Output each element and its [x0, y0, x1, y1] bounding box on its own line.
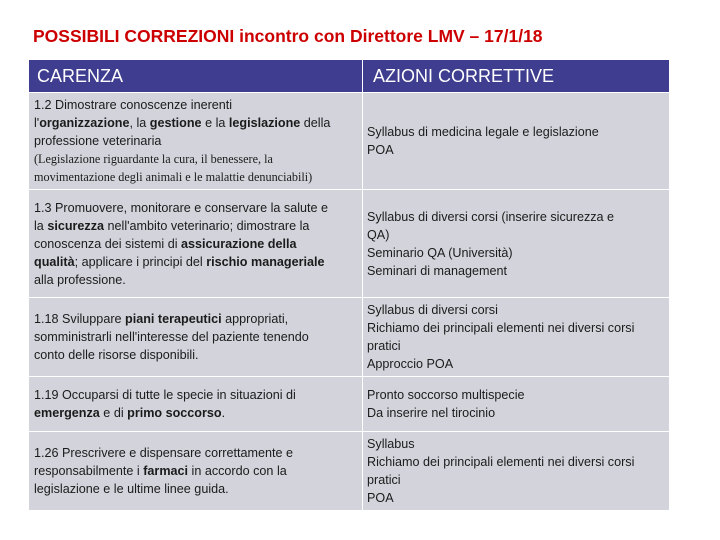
carenza-cell: [29, 93, 363, 190]
action-line: pratici: [367, 339, 401, 353]
text-line: conto delle risorse disponibili.: [34, 348, 199, 362]
text-line: movimentazione degli animali e le malattie denunciabili): [34, 170, 313, 184]
text-line: l'organizzazione, la gestione e la legislazione della: [34, 116, 331, 130]
text-line: 1.2 Dimostrare conoscenze inerenti: [34, 98, 233, 112]
action-line: pratici: [367, 473, 401, 487]
azioni-cell: [363, 298, 670, 377]
text-line: qualità; applicare i principi del rischio manageriale: [34, 254, 325, 269]
action-line: POA: [367, 143, 394, 157]
azioni-cell: [363, 377, 670, 432]
text-line: 1.18 Sviluppare piani terapeutici appropriati,: [34, 312, 289, 326]
action-line: Syllabus di diversi corsi (inserire sicurezza e: [367, 209, 615, 224]
text-line: conoscenza dei sistemi di assicurazione della: [34, 236, 297, 251]
table-header-row: [29, 60, 670, 93]
header-carenza: CARENZA: [29, 60, 363, 93]
action-line: Syllabus di medicina legale e legislazione: [367, 125, 599, 139]
action-line: Syllabus di diversi corsi: [367, 303, 498, 317]
text-line: professione veterinaria: [34, 134, 162, 148]
text-line: responsabilmente i farmaci in accordo con la: [34, 464, 287, 478]
action-line: QA): [367, 227, 390, 242]
azioni-cell: [363, 432, 670, 511]
text-line: alla professione.: [34, 272, 126, 287]
page-title: POSSIBILI CORREZIONI incontro con Direttore LMV – 17/1/18: [33, 26, 543, 46]
action-line: Richiamo dei principali elementi nei diversi corsi: [367, 455, 635, 469]
table-row: [29, 432, 670, 511]
action-line: Seminario QA (Università): [367, 245, 513, 260]
carenza-cell: [29, 190, 363, 298]
text-line: emergenza e di primo soccorso.: [34, 406, 226, 420]
corrections-table: [28, 59, 670, 511]
table-row: [29, 93, 670, 190]
action-line: POA: [367, 491, 394, 505]
carenza-cell: [29, 377, 363, 432]
table-row: [29, 377, 670, 432]
carenza-cell: [29, 298, 363, 377]
table-row: [29, 190, 670, 298]
action-line: Seminari di management: [367, 263, 508, 278]
action-line: Pronto soccorso multispecie: [367, 388, 525, 402]
azioni-cell: [363, 93, 670, 190]
text-line: 1.3 Promuovere, monitorare e conservare la salute e: [34, 200, 329, 215]
header-azioni-correttive: AZIONI CORRETTIVE: [363, 60, 670, 93]
table-row: [29, 298, 670, 377]
action-line: Approccio POA: [367, 357, 454, 371]
azioni-cell: [363, 190, 670, 298]
carenza-cell: [29, 432, 363, 511]
text-line: somministrarli nell'interesse del paziente tenendo: [34, 330, 309, 344]
action-line: Da inserire nel tirocinio: [367, 406, 496, 420]
text-line: la sicurezza nell'ambito veterinario; dimostrare la: [34, 218, 310, 233]
text-line: 1.26 Prescrivere e dispensare correttamente e: [34, 446, 294, 460]
action-line: Richiamo dei principali elementi nei diversi corsi: [367, 321, 635, 335]
action-line: Syllabus: [367, 437, 415, 451]
text-line: 1.19 Occuparsi di tutte le specie in situazioni di: [34, 388, 296, 402]
text-line: (Legislazione riguardante la cura, il benessere, la: [34, 152, 273, 166]
text-line: legislazione e le ultime linee guida.: [34, 482, 229, 496]
